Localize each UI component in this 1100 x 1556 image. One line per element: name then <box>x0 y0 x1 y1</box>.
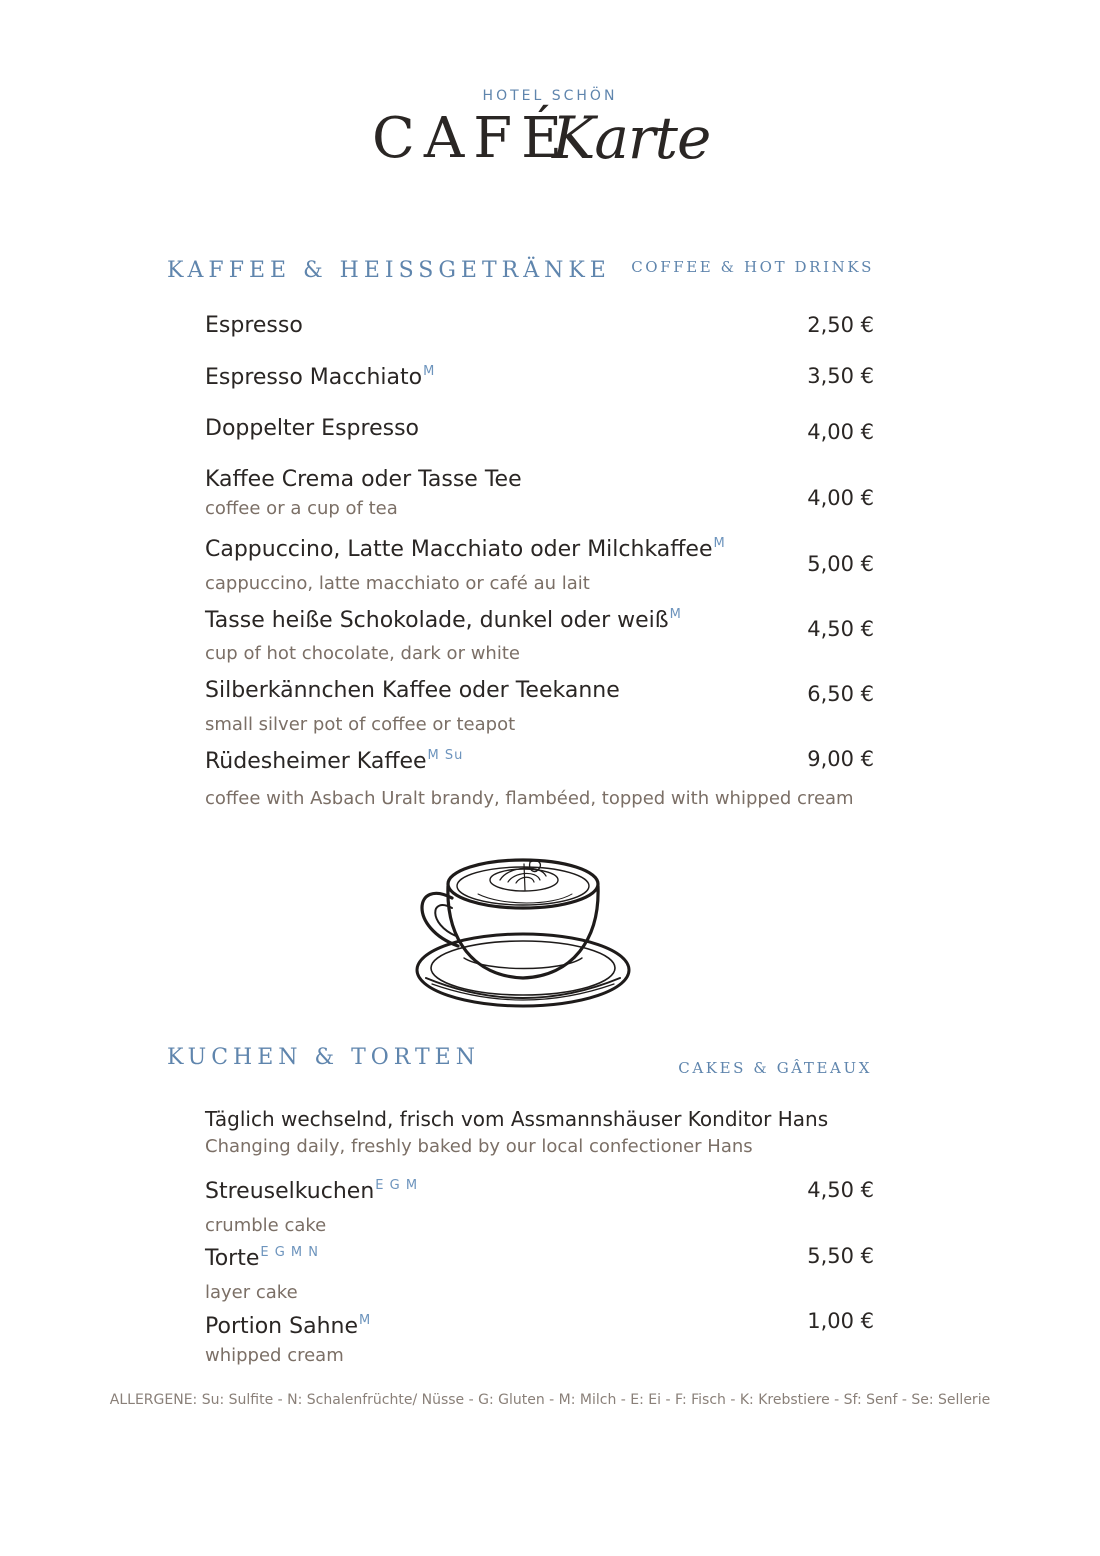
menu-item-price: 4,50 € <box>807 1178 874 1202</box>
menu-item-description: cup of hot chocolate, dark or white <box>205 643 520 664</box>
section-title-coffee: KAFFEE & HEISSGETRÄNKE <box>167 258 611 283</box>
menu-item-name: Tasse heiße Schokolade, dunkel oder weiß$^M$ <box>205 607 682 633</box>
cakes-intro-translation: Changing daily, freshly baked by our local confectioner Hans <box>205 1136 753 1157</box>
menu-item-name: Espresso Macchiato$^M$ <box>205 364 436 390</box>
menu-item-description: coffee or a cup of tea <box>205 498 398 519</box>
allergen-code: E G M <box>375 1178 419 1193</box>
menu-item-name: Silberkännchen Kaffee oder Teekanne <box>205 678 620 703</box>
menu-item-price: 5,50 € <box>807 1244 874 1268</box>
coffee-cup-icon <box>412 850 634 1012</box>
menu-item-price: 4,00 € <box>807 486 874 510</box>
menu-item-name: Kaffee Crema oder Tasse Tee <box>205 467 522 492</box>
menu-item-description: cappuccino, latte macchiato or café au lait <box>205 573 590 594</box>
allergen-code: M <box>713 536 726 551</box>
allergen-code: M <box>669 607 682 622</box>
section-title-cakes: KUCHEN & TORTEN <box>167 1045 480 1070</box>
menu-item-price: 9,00 € <box>807 747 874 771</box>
menu-item-description: coffee with Asbach Uralt brandy, flambéed, topped with whipped cream <box>205 788 854 809</box>
hotel-brand: HOTEL SCHÖN <box>482 88 618 104</box>
menu-item-name: Torte$^{E G M N}$ <box>205 1245 320 1271</box>
menu-item-description: whipped cream <box>205 1345 344 1366</box>
menu-item-name: Streuselkuchen$^{E G M}$ <box>205 1178 419 1204</box>
menu-title: CAFÉ <box>372 106 572 171</box>
menu-item-name: Cappuccino, Latte Macchiato oder Milchkaffee$^M$ <box>205 536 726 562</box>
allergen-code: M Su <box>427 748 464 763</box>
menu-item-price: 6,50 € <box>807 682 874 706</box>
menu-item-name: Rüdesheimer Kaffee$^{M Su}$ <box>205 748 464 774</box>
menu-item-name: Portion Sahne$^M$ <box>205 1313 372 1339</box>
menu-item-price: 4,50 € <box>807 617 874 641</box>
section-subtitle-cakes: CAKES & GÂTEAUX <box>678 1059 872 1077</box>
allergen-code: M <box>423 364 436 379</box>
allergen-legend: ALLERGENE: Su: Sulfite - N: Schalenfrüchte/ Nüsse - G: Gluten - M: Milch - E: Ei - F: Fisch - K: Krebstiere - Sf: Senf - Se: Sellerie <box>109 1392 991 1408</box>
allergen-code: M <box>359 1313 372 1328</box>
menu-item-price: 5,00 € <box>807 552 874 576</box>
menu-item-price: 3,50 € <box>807 364 874 388</box>
menu-item-description: layer cake <box>205 1282 298 1303</box>
menu-item-name: Doppelter Espresso <box>205 416 419 441</box>
cakes-intro: Täglich wechselnd, frisch vom Assmannshäuser Konditor Hans <box>205 1107 829 1131</box>
menu-item-description: small silver pot of coffee or teapot <box>205 714 516 735</box>
menu-item-price: 1,00 € <box>807 1309 874 1333</box>
menu-item-description: crumble cake <box>205 1215 327 1236</box>
section-subtitle-coffee: COFFEE & HOT DRINKS <box>631 258 874 276</box>
allergen-code: E G M N <box>260 1245 320 1260</box>
menu-title-script: Karte <box>552 104 711 172</box>
menu-item-price: 2,50 € <box>807 313 874 337</box>
menu-item-price: 4,00 € <box>807 420 874 444</box>
menu-item-name: Espresso <box>205 313 303 338</box>
